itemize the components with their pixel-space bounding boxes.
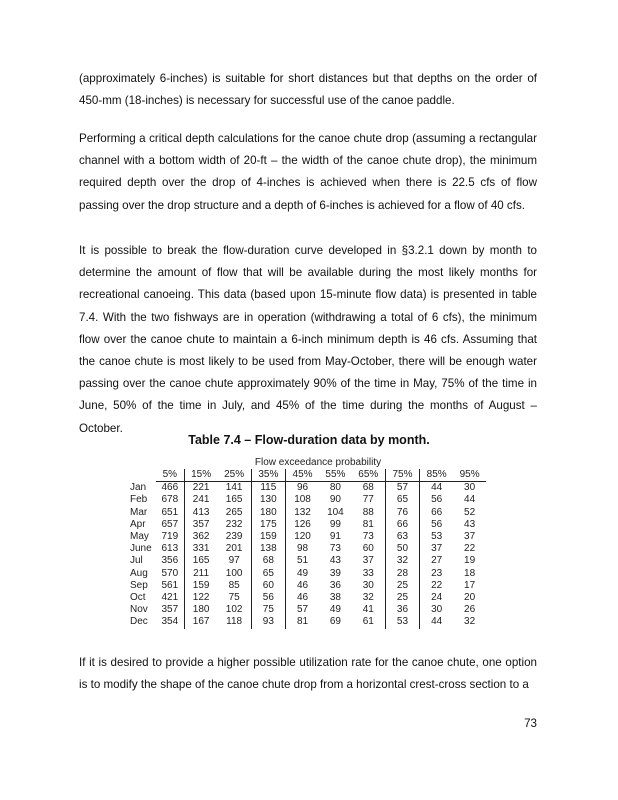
column-header: 95% xyxy=(453,469,486,482)
table-cell: 76 xyxy=(385,507,419,519)
table-cell: 68 xyxy=(251,555,285,567)
table-row xyxy=(128,616,486,628)
table-cell: 46 xyxy=(286,592,320,604)
paragraph-4: If it is desired to provide a higher possible utilization rate for the canoe chute, one option is to modify the shape of the canoe chute drop from a horizontal crest-cross section to a xyxy=(79,656,537,692)
table-cell: 32 xyxy=(464,616,476,628)
table-cell: 66 xyxy=(420,507,454,519)
table-cell: 53 xyxy=(385,616,419,628)
table-row xyxy=(128,555,486,567)
table-cell: 20 xyxy=(464,592,476,604)
table-cell: 265 xyxy=(225,506,243,518)
column-header: 5% xyxy=(156,469,184,482)
table-caption: Table 7.4 – Flow-duration data by month. xyxy=(188,433,430,447)
table-cell: 102 xyxy=(225,604,243,616)
table-cell: 57 xyxy=(385,482,419,495)
table-cell: 85 xyxy=(228,579,240,591)
table-cell: 24 xyxy=(420,592,454,604)
table-cell: 22 xyxy=(464,543,476,555)
column-header: 55% xyxy=(319,469,352,482)
table-cell: 180 xyxy=(251,507,285,519)
table-cell: 36 xyxy=(329,579,341,591)
table-cell: 46 xyxy=(286,580,320,592)
table-cell: 77 xyxy=(362,494,374,506)
table-cell: 570 xyxy=(161,567,179,579)
table-cell: 60 xyxy=(362,543,374,555)
row-month-label: Nov xyxy=(130,604,148,616)
table-cell: 115 xyxy=(251,482,285,495)
row-month-label: Oct xyxy=(130,592,146,604)
table-cell: 651 xyxy=(161,506,179,518)
table-cell: 37 xyxy=(464,531,476,543)
data-table xyxy=(128,469,486,629)
table-cell: 678 xyxy=(161,494,179,506)
table-cell: 130 xyxy=(251,494,285,506)
table-cell: 23 xyxy=(420,568,454,580)
table-cell: 38 xyxy=(329,592,341,604)
table-cell: 719 xyxy=(161,531,179,543)
table-cell: 30 xyxy=(464,482,476,494)
table-cell: 60 xyxy=(251,580,285,592)
table-cell: 331 xyxy=(184,543,218,555)
table-cell: 49 xyxy=(286,568,320,580)
page-number: 73 xyxy=(524,717,537,730)
table-cell: 201 xyxy=(225,543,243,555)
table-row xyxy=(128,482,486,495)
table-cell: 41 xyxy=(362,604,374,616)
table-cell: 657 xyxy=(161,518,179,530)
row-month-label: Sep xyxy=(130,579,148,591)
table-cell: 239 xyxy=(225,531,243,543)
table-cell: 50 xyxy=(385,543,419,555)
row-month-label: Aug xyxy=(130,567,148,579)
column-header: 15% xyxy=(184,469,218,482)
table-row xyxy=(128,494,486,506)
table-cell: 53 xyxy=(420,531,454,543)
table-cell: 175 xyxy=(251,519,285,531)
table-cell: 100 xyxy=(225,567,243,579)
table-cell: 120 xyxy=(286,531,320,543)
paragraph-1: (approximately 6-inches) is suitable for short distances but that depths on the order of 450-mm (18-inches) is necessary for successful use of the canoe paddle. xyxy=(79,72,537,108)
table-cell: 357 xyxy=(184,519,218,531)
table-cell: 56 xyxy=(420,519,454,531)
table-cell: 141 xyxy=(225,482,243,494)
table-cell: 354 xyxy=(161,616,179,628)
table-cell: 104 xyxy=(327,506,344,518)
table-cell: 180 xyxy=(184,604,218,616)
row-month-label: Jul xyxy=(130,555,143,567)
table-cell: 51 xyxy=(286,555,320,567)
table-cell: 413 xyxy=(184,507,218,519)
row-month-label: Feb xyxy=(130,494,148,506)
table-cell: 57 xyxy=(286,604,320,616)
table-cell: 27 xyxy=(420,555,454,567)
table-body xyxy=(128,482,486,629)
table-cell: 44 xyxy=(464,494,476,506)
table-cell: 65 xyxy=(251,568,285,580)
table-cell: 17 xyxy=(464,579,476,591)
table-cell: 36 xyxy=(385,604,419,616)
table-cell: 68 xyxy=(362,482,374,494)
table-row xyxy=(128,568,486,580)
table-cell: 165 xyxy=(184,555,218,567)
table-cell: 466 xyxy=(161,482,179,494)
table-cell: 30 xyxy=(420,604,454,616)
row-month-label: June xyxy=(130,543,152,555)
table-row xyxy=(128,531,486,543)
table-cell: 99 xyxy=(329,518,341,530)
table-cell: 56 xyxy=(251,592,285,604)
table-cell: 39 xyxy=(329,567,341,579)
table-cell: 32 xyxy=(362,592,374,604)
table-row xyxy=(128,507,486,519)
table-cell: 73 xyxy=(362,531,374,543)
table-cell: 159 xyxy=(184,580,218,592)
table-cell: 211 xyxy=(184,568,218,580)
table-cell: 96 xyxy=(286,482,320,495)
table-cell: 18 xyxy=(464,567,476,579)
table-header-row xyxy=(128,469,486,482)
table-cell: 69 xyxy=(329,616,341,628)
table-cell: 75 xyxy=(251,604,285,616)
table-cell: 81 xyxy=(362,518,374,530)
table-cell: 22 xyxy=(420,580,454,592)
table-cell: 81 xyxy=(286,616,320,628)
header-corner xyxy=(128,469,156,482)
table-super-header: Flow exceedance probability xyxy=(254,457,382,468)
row-month-label: Jan xyxy=(130,481,147,493)
table-cell: 44 xyxy=(420,616,454,628)
table-cell: 65 xyxy=(385,494,419,506)
table-cell: 49 xyxy=(329,604,341,616)
table-cell: 56 xyxy=(420,494,454,506)
table-cell: 93 xyxy=(251,616,285,628)
table-cell: 30 xyxy=(362,579,374,591)
table-cell: 98 xyxy=(286,543,320,555)
paragraph-3: It is possible to break the flow-duration curve developed in §3.2.1 down by month to determine the amount of flow that will be available during the most likely months for recreational canoeing. This data (based upon 15-minute flow data) is presented in table 7.4. With the two fishways are in operation (withdrawing a total of 6 cfs), the minimum flow over the canoe chute to maintain a 6-inch minimum depth is 46 cfs. Assuming that the canoe chute is most likely to be used from May-October, there will be enough water passing over the canoe chute approximately 90% of the time in May, 75% of the time in June, 50% of the time in July, and 45% of the time during the months of August – October. xyxy=(79,244,537,435)
table-cell: 108 xyxy=(286,494,320,506)
table-cell: 26 xyxy=(464,604,476,616)
table-cell: 356 xyxy=(161,555,179,567)
table-cell: 73 xyxy=(329,543,341,555)
table-cell: 66 xyxy=(385,519,419,531)
row-month-label: Apr xyxy=(130,518,146,530)
column-header: 25% xyxy=(218,469,252,482)
column-header: 65% xyxy=(352,469,386,482)
table-cell: 63 xyxy=(385,531,419,543)
table-cell: 88 xyxy=(362,506,374,518)
flow-duration-table xyxy=(128,457,486,629)
table-cell: 28 xyxy=(385,568,419,580)
table-cell: 221 xyxy=(184,482,218,495)
table-cell: 32 xyxy=(385,555,419,567)
table-row xyxy=(128,580,486,592)
table-cell: 132 xyxy=(286,507,320,519)
table-cell: 561 xyxy=(161,579,179,591)
table-cell: 159 xyxy=(251,531,285,543)
table-cell: 126 xyxy=(286,519,320,531)
table-cell: 61 xyxy=(362,616,374,628)
table-cell: 91 xyxy=(329,531,341,543)
column-header: 45% xyxy=(286,469,320,482)
paragraph-2: Performing a critical depth calculations for the canoe chute drop (assuming a rectangular channel with a bottom width of 20-ft – the width of the canoe chute drop), the minimum required depth over the drop of 4-inches is achieved when there is 22.5 cfs of flow passing over the drop structure and a depth of 6-inches is achieved for a flow of 40 cfs. xyxy=(79,132,537,212)
table-row xyxy=(128,604,486,616)
column-header: 75% xyxy=(385,469,419,482)
table-cell: 118 xyxy=(226,616,243,628)
table-cell: 19 xyxy=(464,555,476,567)
table-cell: 165 xyxy=(225,494,243,506)
table-cell: 37 xyxy=(420,543,454,555)
table-cell: 241 xyxy=(184,494,218,506)
row-month-label: May xyxy=(130,531,149,543)
table-cell: 122 xyxy=(184,592,218,604)
table-cell: 357 xyxy=(161,604,179,616)
table-cell: 167 xyxy=(184,616,218,628)
table-row xyxy=(128,592,486,604)
table-cell: 75 xyxy=(228,592,240,604)
table-cell: 97 xyxy=(228,555,240,567)
table-cell: 421 xyxy=(161,592,179,604)
table-cell: 44 xyxy=(420,482,454,495)
table-cell: 138 xyxy=(251,543,285,555)
table-cell: 80 xyxy=(329,482,341,494)
table-cell: 52 xyxy=(464,506,476,518)
table-cell: 25 xyxy=(385,580,419,592)
table-cell: 25 xyxy=(385,592,419,604)
column-header: 85% xyxy=(420,469,454,482)
table-cell: 43 xyxy=(329,555,341,567)
table-row xyxy=(128,519,486,531)
table-cell: 37 xyxy=(362,555,374,567)
table-cell: 43 xyxy=(464,518,476,530)
table-cell: 362 xyxy=(184,531,218,543)
table-cell: 33 xyxy=(362,567,374,579)
row-month-label: Dec xyxy=(130,616,148,628)
table-cell: 232 xyxy=(225,518,243,530)
row-month-label: Mar xyxy=(130,506,148,518)
table-row xyxy=(128,543,486,555)
table-cell: 90 xyxy=(329,494,341,506)
table-cell: 613 xyxy=(161,543,179,555)
column-header: 35% xyxy=(251,469,285,482)
